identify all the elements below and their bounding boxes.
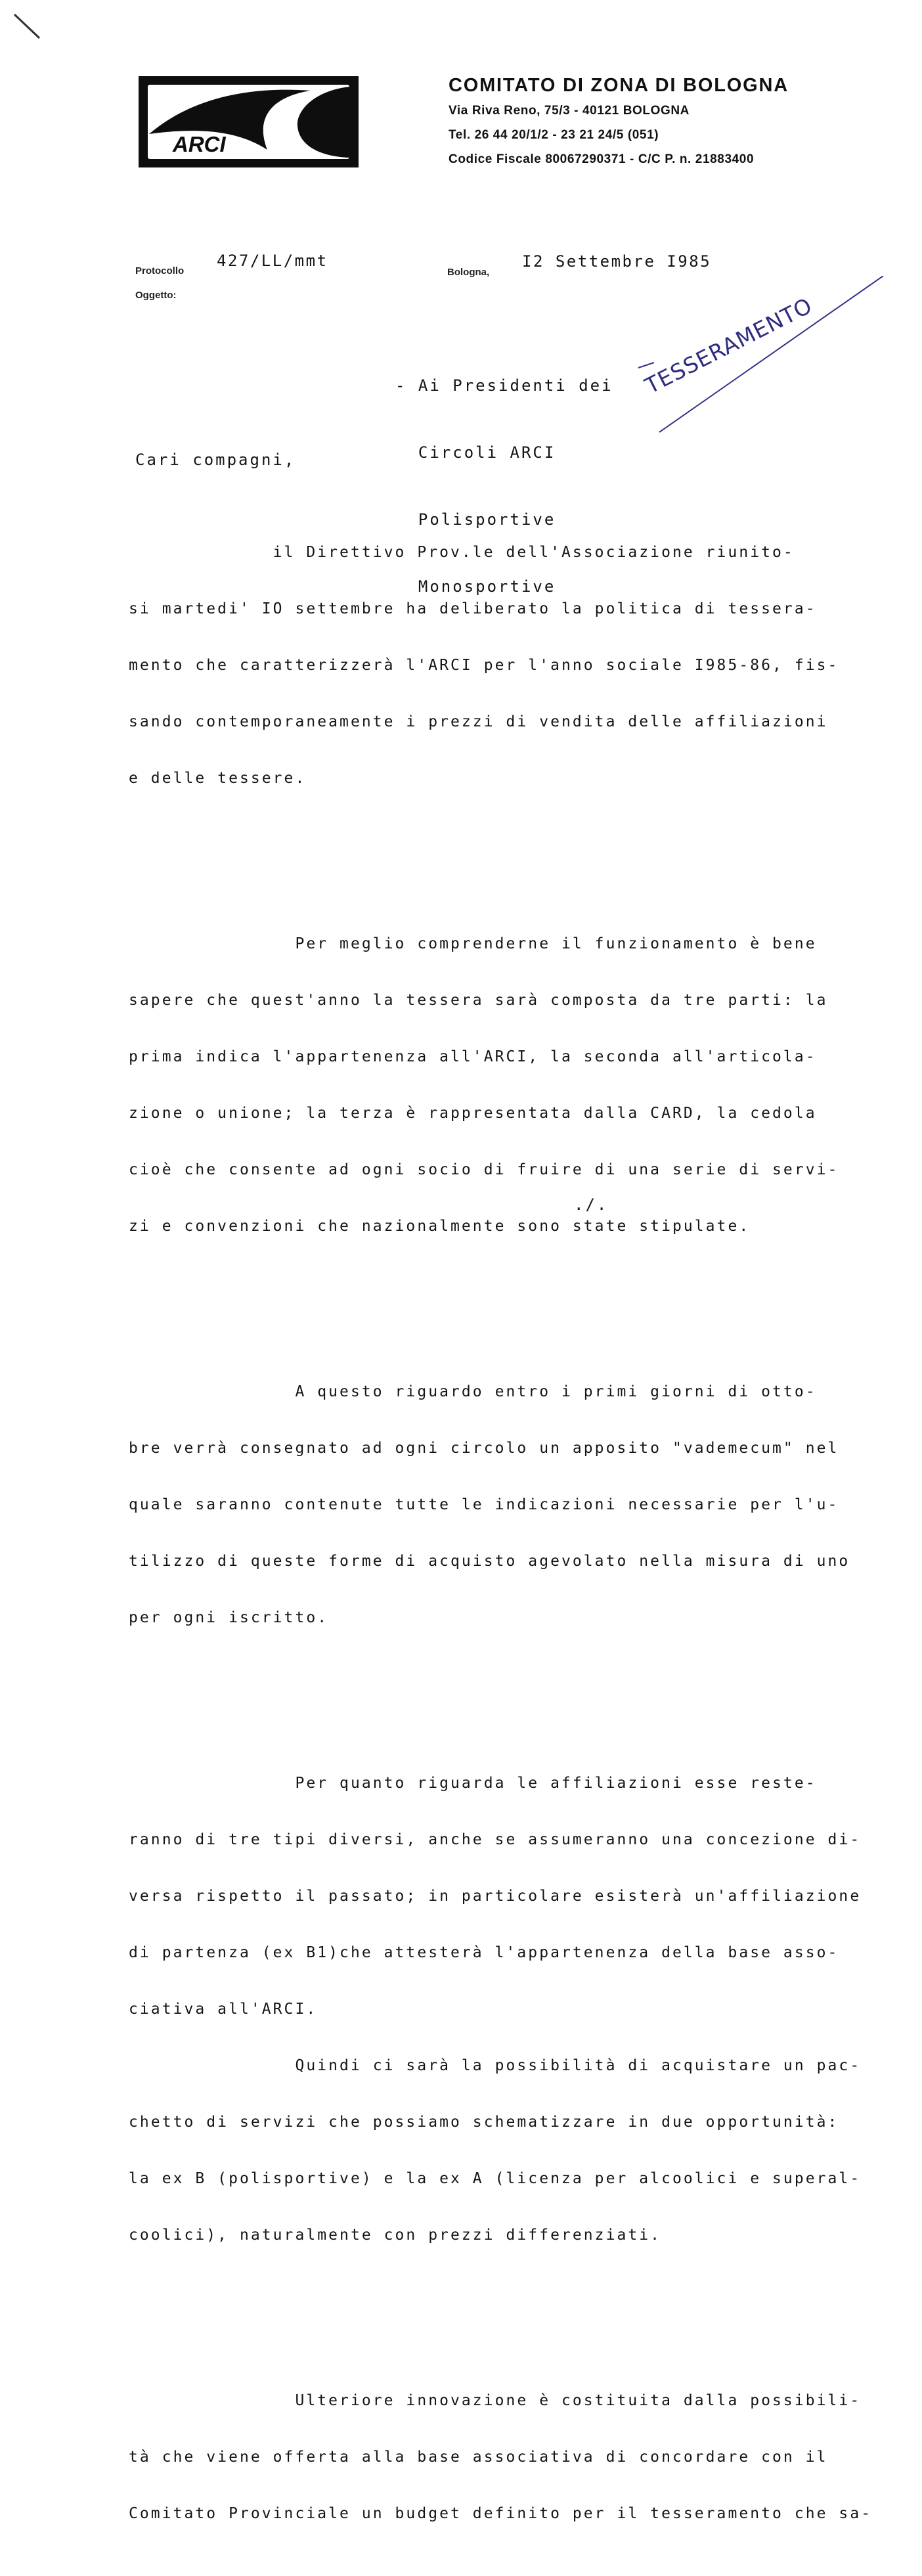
city-label: Bologna,: [447, 267, 490, 278]
text-line: zione o unione; la terza è rappresentata dalla CARD, la cedola: [129, 1105, 817, 1122]
organization-block: [449, 72, 789, 171]
letter-body: [129, 473, 890, 2576]
letter-date: I2 Settembre I985: [522, 252, 712, 271]
text-line: mento che caratterizzerà l'ARCI per l'anno sociale I985-86, fis-: [129, 657, 839, 674]
continuation-mark: ./.: [574, 1195, 609, 1214]
text-line: Per quanto riguarda le affiliazioni esse reste-: [129, 1775, 817, 1792]
text-line: sando contemporaneamente i prezzi di vendita delle affiliazioni: [129, 713, 828, 730]
text-line: bre verrà consegnato ad ogni circolo un apposito "vademecum" nel: [129, 1440, 839, 1457]
text-line: tilizzo di queste forme di acquisto agevolato nella misura di uno: [129, 1553, 850, 1570]
organization-name: COMITATO DI ZONA DI BOLOGNA: [449, 75, 789, 96]
text-line: cioè che consente ad ogni socio di fruire di una serie di servi-: [129, 1161, 839, 1178]
text-line: il Direttivo Prov.le dell'Associazione riunito-: [129, 544, 795, 561]
paragraph: [129, 899, 890, 1272]
corner-mark: [13, 13, 46, 46]
paragraph: [129, 507, 890, 824]
text-line: Ulteriore innovazione è costituita dalla possibili-: [129, 2392, 862, 2409]
organization-phone: Tel. 26 44 20/1/2 - 23 21 24/5 (051): [449, 128, 659, 142]
text-line: si martedi' IO settembre ha deliberato la politica di tessera-: [129, 600, 817, 617]
text-line: coolici), naturalmente con prezzi differenziati.: [129, 2227, 662, 2244]
oggetto-label: Oggetto:: [135, 290, 177, 301]
salutation: Cari compagni,: [135, 451, 296, 469]
text-line: tà che viene offerta alla base associativa di concordare con il: [129, 2449, 828, 2466]
recipient-line: Polisportive: [395, 510, 556, 529]
logo-graphic: [139, 76, 359, 167]
text-line: prima indica l'appartenenza all'ARCI, la seconda all'articola-: [129, 1048, 817, 1065]
text-line: ranno di tre tipi diversi, anche se assumeranno una concezione di-: [129, 1831, 862, 1848]
handwritten-annotation: [630, 276, 893, 440]
protocollo-value: 427/LL/mmt: [217, 252, 328, 270]
logo-text: ARCI: [173, 132, 226, 156]
text-line: ciativa all'ARCI.: [129, 2001, 318, 2018]
protocollo-label: Protocollo: [135, 265, 185, 277]
text-line: chetto di servizi che possiamo schematizzare in due opportunità:: [129, 2114, 839, 2131]
text-line: e delle tessere.: [129, 770, 307, 787]
text-line: Comitato Provinciale un budget definito per il tesseramento che sa-: [129, 2505, 873, 2522]
annotation-text: TESSERAMENTO: [640, 292, 817, 399]
paragraph: [129, 1346, 890, 1663]
recipient-line: Monosportive: [395, 577, 556, 596]
text-line: Per meglio comprenderne il funzionamento è bene: [129, 935, 817, 952]
text-line: zi e convenzioni che nazionalmente sono state stipulate.: [129, 1218, 751, 1235]
organization-fiscal-code: Codice Fiscale 80067290371 - C/C P. n. 21883400: [449, 152, 755, 166]
recipient-line: Circoli ARCI: [395, 443, 556, 462]
paragraph: [129, 1738, 890, 2280]
recipient-line: - Ai Presidenti dei: [395, 376, 613, 395]
text-line: la ex B (polisportive) e la ex A (licenza per alcoolici e superal-: [129, 2170, 862, 2187]
text-line: per ogni iscritto.: [129, 1609, 329, 1626]
paragraph: [129, 2355, 890, 2559]
organization-address: Via Riva Reno, 75/3 - 40121 BOLOGNA: [449, 104, 690, 118]
text-line: di partenza (ex B1)che attesterà l'appartenenza della base asso-: [129, 1944, 839, 1961]
arci-logo: [139, 76, 359, 167]
text-line: quale saranno contenute tutte le indicazioni necessarie per l'u-: [129, 1496, 839, 1513]
text-line: sapere che quest'anno la tessera sarà composta da tre parti: la: [129, 992, 828, 1009]
text-line: A questo riguardo entro i primi giorni di otto-: [129, 1383, 817, 1400]
text-line: versa rispetto il passato; in particolare esisterà un'affiliazione: [129, 1888, 862, 1905]
text-line: Quindi ci sarà la possibilità di acquistare un pac-: [129, 2057, 862, 2074]
